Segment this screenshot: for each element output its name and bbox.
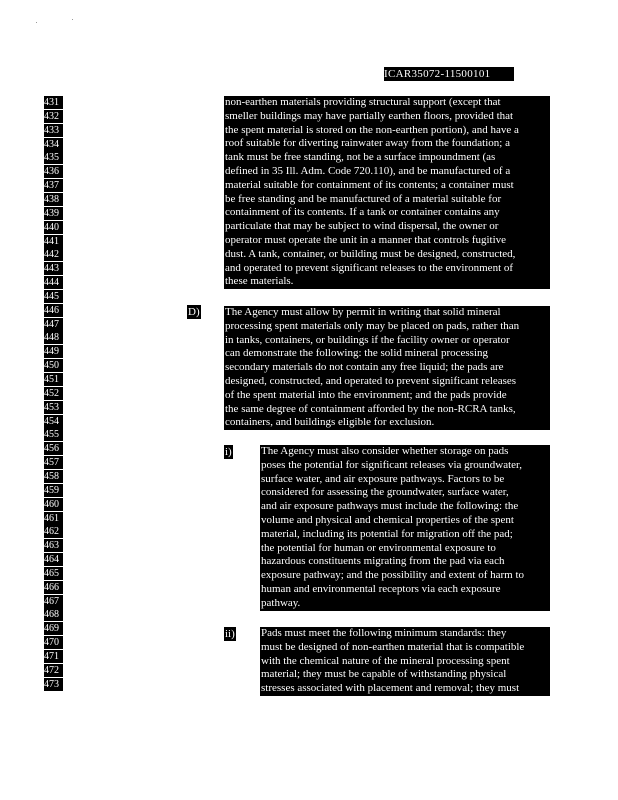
line-number: 456: [44, 442, 63, 455]
line-number: 435: [44, 151, 63, 164]
text-line: surface water, and air exposure pathways. Factors to be: [261, 472, 505, 485]
text-line: be free standing and be manufactured of a material suitable for: [225, 192, 502, 205]
line-number: 469: [44, 622, 63, 635]
line-number: 436: [44, 165, 63, 178]
line-number: 454: [44, 415, 63, 428]
text-line: must be designed of non-earthen material that is compatible: [261, 640, 525, 653]
text-line: can demonstrate the following: the solid mineral processing: [225, 347, 489, 360]
text-line: designed, constructed, and operated to prevent significant releases: [225, 374, 517, 387]
line-number: 460: [44, 498, 63, 511]
line-number: 458: [44, 470, 63, 483]
line-number: 445: [44, 290, 63, 303]
scan-speck: [36, 22, 37, 23]
text-line: with the chemical nature of the mineral processing spent: [261, 654, 510, 667]
line-number: 449: [44, 345, 63, 358]
text-line: these materials.: [225, 275, 294, 288]
paragraph-continuation: [224, 96, 550, 289]
line-number: 466: [44, 581, 63, 594]
line-number: 438: [44, 193, 63, 206]
text-line: human and environmental receptors via each exposure: [261, 582, 501, 595]
line-number: 452: [44, 387, 63, 400]
line-number: 471: [44, 650, 63, 663]
line-number: 444: [44, 276, 63, 289]
text-line: non-earthen materials providing structural support (except that: [225, 96, 501, 108]
text-line: dust. A tank, container, or building must be designed, constructed,: [225, 247, 516, 260]
line-number: 453: [44, 401, 63, 414]
text-line: the spent material is stored on the non-earthen portion), and have a: [225, 123, 519, 136]
line-number: 472: [44, 664, 63, 677]
line-number: 462: [44, 525, 63, 538]
line-number: 463: [44, 539, 63, 552]
line-number: 432: [44, 110, 63, 123]
scan-speck: [72, 19, 73, 20]
text-line: containment of its contents. If a tank or container contains any: [225, 206, 500, 219]
line-number: 457: [44, 456, 63, 469]
text-line: secondary materials do not contain any free liquid; the pads are: [225, 361, 504, 374]
line-number: 451: [44, 373, 63, 386]
text-line: poses the potential for significant releases via groundwater,: [261, 458, 523, 471]
section-ii-paragraph: [260, 627, 550, 696]
text-line: and operated to prevent significant releases to the environment of: [225, 261, 514, 274]
line-number: 448: [44, 331, 63, 344]
text-line: material suitable for containment of its contents; a container must: [225, 178, 514, 191]
text-line: smeller buildings may have partially earthen floors, provided that: [225, 109, 514, 122]
line-number: 439: [44, 207, 63, 220]
text-line: and air exposure pathways must include the following: the: [261, 500, 519, 513]
text-line: The Agency must also consider whether storage on pads: [261, 445, 509, 457]
line-number: 450: [44, 359, 63, 372]
text-line: tank must be free standing, not be a surface impoundment (as: [225, 151, 496, 164]
line-number: 464: [44, 553, 63, 566]
text-line: hazardous constituents migrating from the pad via each: [261, 555, 505, 568]
line-number: 465: [44, 567, 63, 580]
text-line: volume and physical and chemical properties of the spent: [261, 513, 514, 526]
section-d-paragraph: [224, 306, 550, 430]
text-line: particulate that may be subject to wind dispersal, the owner or: [225, 220, 499, 233]
line-number: 461: [44, 512, 63, 525]
line-number: 443: [44, 262, 63, 275]
text-line: exposure pathway; and the possibility and extent of harm to: [261, 569, 525, 582]
text-line: in tanks, containers, or buildings if the facility owner or operator: [225, 333, 510, 346]
line-number: 437: [44, 179, 63, 192]
text-line: stresses associated with placement and removal; they must: [261, 682, 520, 695]
line-number: 433: [44, 124, 63, 137]
text-line: of the spent material into the environment; and the pads provide: [225, 388, 507, 401]
section-i-label: i): [225, 446, 232, 458]
text-line: containers, and buildings eligible for exclusion.: [225, 416, 435, 429]
line-number: 468: [44, 608, 63, 621]
line-number: 455: [44, 428, 63, 441]
text-line: the same degree of containment afforded by the non-RCRA tanks,: [225, 402, 516, 415]
text-line: the potential for human or environmental exposure to: [261, 541, 496, 554]
section-d-label: D): [188, 306, 200, 318]
text-line: roof suitable for diverting rainwater away from the foundation; a: [225, 137, 510, 150]
line-number: 442: [44, 248, 63, 261]
line-number: 440: [44, 221, 63, 234]
text-line: material, including its potential for migration off the pad;: [261, 527, 513, 540]
line-number: 470: [44, 636, 63, 649]
line-number: 467: [44, 595, 63, 608]
section-ii-label: ii): [225, 628, 235, 640]
text-line: The Agency must allow by permit in writing that solid mineral: [225, 306, 501, 318]
line-number: 446: [44, 304, 63, 317]
line-number: 447: [44, 318, 63, 331]
text-line: Pads must meet the following minimum standards: they: [261, 627, 507, 639]
section-i-paragraph: [260, 445, 550, 611]
line-number: 431: [44, 96, 63, 109]
text-line: processing spent materials only may be placed on pads, rather than: [225, 319, 520, 332]
text-line: defined in 35 Ill. Adm. Code 720.110), and be manufactured of a: [225, 164, 511, 177]
text-line: considered for assessing the groundwater, surface water,: [261, 486, 509, 499]
line-number: 459: [44, 484, 63, 497]
text-line: material; they must be capable of withstanding physical: [261, 668, 507, 681]
document-id: ICAR35072-11500101: [384, 67, 514, 81]
text-line: pathway.: [261, 596, 301, 609]
line-number: 434: [44, 138, 63, 151]
line-number: 441: [44, 235, 63, 248]
text-line: operator must operate the unit in a manner that controls fugitive: [225, 233, 507, 246]
line-number: 473: [44, 678, 63, 691]
